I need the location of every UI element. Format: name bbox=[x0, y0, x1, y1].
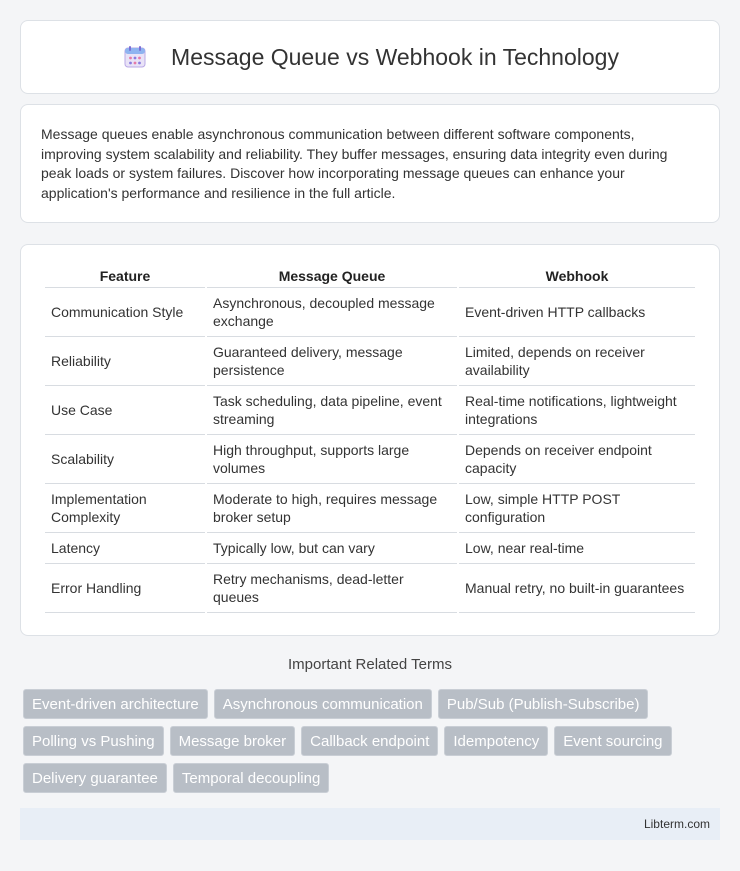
table-cell: Real-time notifications, lightweight integrations bbox=[459, 386, 695, 435]
page-title: Message Queue vs Webhook in Technology bbox=[171, 43, 619, 70]
table-row bbox=[45, 288, 695, 337]
related-term-tag[interactable]: Delivery guarantee bbox=[23, 763, 167, 793]
table-row bbox=[45, 435, 695, 484]
related-term-tag[interactable]: Pub/Sub (Publish-Subscribe) bbox=[438, 689, 649, 719]
related-terms-title: Important Related Terms bbox=[288, 656, 452, 673]
related-terms-list bbox=[23, 689, 723, 793]
table-row bbox=[45, 386, 695, 435]
table-cell: Moderate to high, requires message broker setup bbox=[207, 484, 457, 533]
table-row bbox=[45, 484, 695, 533]
intro-card bbox=[20, 104, 720, 223]
table-cell: Typically low, but can vary bbox=[207, 533, 457, 564]
header-card bbox=[20, 20, 720, 94]
calendar-icon bbox=[121, 43, 149, 71]
table-row bbox=[45, 533, 695, 564]
table-cell: Communication Style bbox=[45, 288, 205, 337]
footer-site-link[interactable]: Libterm.com bbox=[643, 817, 710, 831]
related-term-tag[interactable]: Event-driven architecture bbox=[23, 689, 208, 719]
related-term-tag[interactable]: Event sourcing bbox=[554, 726, 671, 756]
table-cell: Implementation Complexity bbox=[45, 484, 205, 533]
column-header-feature: Feature bbox=[45, 263, 205, 288]
table-row bbox=[45, 337, 695, 386]
footer bbox=[20, 808, 720, 840]
table-row bbox=[45, 564, 695, 613]
table-cell: Depends on receiver endpoint capacity bbox=[459, 435, 695, 484]
table-cell: Low, simple HTTP POST configuration bbox=[459, 484, 695, 533]
related-term-tag[interactable]: Polling vs Pushing bbox=[23, 726, 164, 756]
column-header-webhook: Webhook bbox=[459, 263, 695, 288]
column-header-message-queue: Message Queue bbox=[207, 263, 457, 288]
table-cell: Retry mechanisms, dead-letter queues bbox=[207, 564, 457, 613]
related-term-tag[interactable]: Callback endpoint bbox=[301, 726, 438, 756]
table-cell: Scalability bbox=[45, 435, 205, 484]
related-term-tag[interactable]: Idempotency bbox=[444, 726, 548, 756]
table-cell: Error Handling bbox=[45, 564, 205, 613]
table-cell: High throughput, supports large volumes bbox=[207, 435, 457, 484]
related-term-tag[interactable]: Message broker bbox=[170, 726, 296, 756]
table-cell: Task scheduling, data pipeline, event streaming bbox=[207, 386, 457, 435]
related-term-tag[interactable]: Temporal decoupling bbox=[173, 763, 329, 793]
table-cell: Manual retry, no built-in guarantees bbox=[459, 564, 695, 613]
table-cell: Guaranteed delivery, message persistence bbox=[207, 337, 457, 386]
table-cell: Asynchronous, decoupled message exchange bbox=[207, 288, 457, 337]
comparison-table bbox=[43, 263, 697, 613]
table-cell: Limited, depends on receiver availability bbox=[459, 337, 695, 386]
related-term-tag[interactable]: Asynchronous communication bbox=[214, 689, 432, 719]
intro-text: Message queues enable asynchronous communication between different software components, improving system scalability and reliability. They buffer messages, ensuring data integrity even during peak loads or system failures. Discover how incorporating message queues can enhance your application's performance and resilience in the full article. bbox=[41, 126, 668, 201]
table-cell: Low, near real-time bbox=[459, 533, 695, 564]
table-cell: Latency bbox=[45, 533, 205, 564]
comparison-table-card bbox=[20, 244, 720, 636]
table-header-row bbox=[45, 263, 695, 288]
table-cell: Use Case bbox=[45, 386, 205, 435]
table-cell: Reliability bbox=[45, 337, 205, 386]
table-cell: Event-driven HTTP callbacks bbox=[459, 288, 695, 337]
